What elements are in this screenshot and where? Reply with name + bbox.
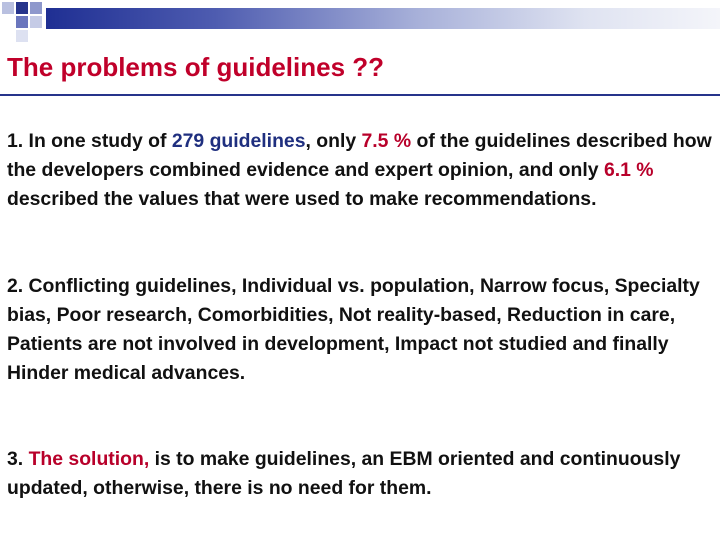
highlight-percent-values: 6.1 % (603, 159, 654, 181)
point-3-text: 3. (7, 448, 29, 470)
point-2-paragraph: 2. Conflicting guidelines, Individual vs. population, Narrow focus, Specialty bias, Poor research, Comorbidities, Not reality-based, Reduction in care, Patients are not involved in development, Impact not studied and finally Hinder medical advances. (7, 275, 700, 384)
point-3-paragraph (7, 445, 715, 503)
slide-title: The problems of guidelines ?? (7, 52, 385, 82)
point-1-text: 1. In one study of (7, 130, 172, 152)
header-gradient-bar (46, 8, 720, 29)
highlight-percent-combined: 7.5 % (361, 130, 412, 152)
highlight-solution: The solution, (28, 448, 150, 470)
point-3-text: is to make guidelines, an EBM oriented and continuously updated, otherwise, there is no need for them. (7, 448, 681, 499)
deco-square (30, 2, 42, 14)
point-1-text: , only (305, 130, 362, 152)
deco-square (16, 2, 28, 14)
deco-square (16, 30, 28, 42)
point-1-text: described the values that were used to make recommendations. (7, 188, 597, 210)
deco-square (2, 16, 14, 28)
deco-square (2, 2, 14, 14)
deco-square (30, 16, 42, 28)
point-1-text: of the guidelines described how the developers combined evidence and expert opinion, and only (7, 130, 712, 181)
deco-square (16, 16, 28, 28)
point-1-paragraph (7, 127, 715, 214)
title-divider (0, 94, 720, 96)
highlight-guideline-count: 279 guidelines (171, 130, 306, 152)
